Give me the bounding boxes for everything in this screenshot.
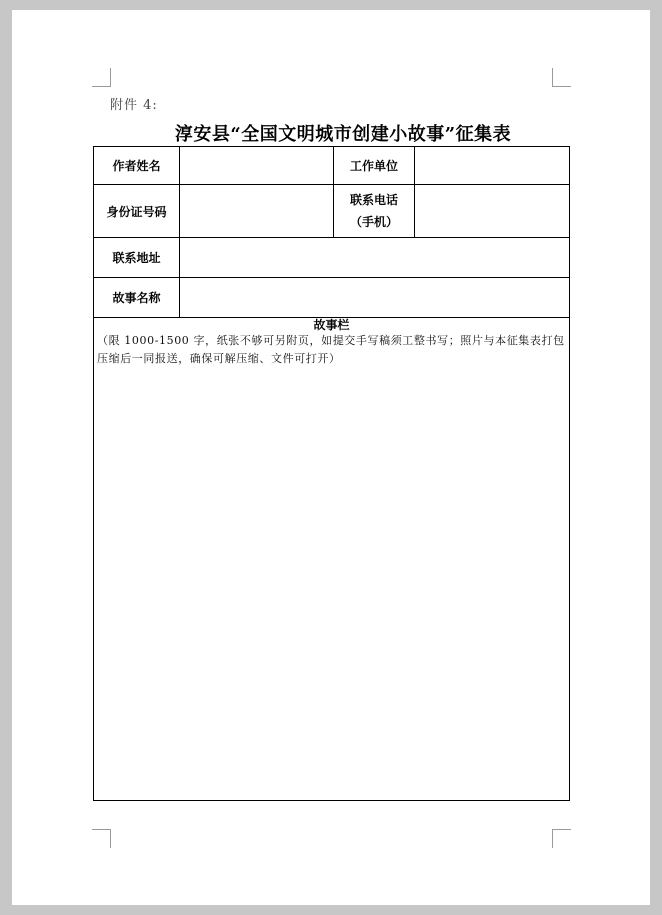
work-unit-field[interactable] [415, 147, 570, 185]
story-name-label: 故事名称 [94, 278, 180, 318]
crop-mark-top-left [92, 68, 111, 87]
table-row [94, 278, 570, 318]
crop-mark-top-right [552, 68, 571, 87]
page-title: 淳安县“全国文明城市创建小故事”征集表 [174, 124, 512, 145]
story-name-field[interactable] [180, 278, 570, 318]
id-number-field[interactable] [180, 185, 334, 238]
table-row [94, 185, 570, 238]
contact-phone-field[interactable] [415, 185, 570, 238]
contact-phone-sublabel: （手机） [349, 215, 398, 229]
table-row [94, 238, 570, 278]
crop-mark-bottom-right [552, 829, 571, 848]
attachment-label: 附件 4: [110, 98, 158, 113]
table-row [94, 147, 570, 185]
crop-mark-bottom-left [92, 829, 111, 848]
contact-phone-label: 联系电话 [349, 193, 398, 207]
contact-phone-label-cell [334, 185, 415, 238]
story-section[interactable] [94, 318, 570, 801]
story-section-label: 故事栏 [313, 318, 350, 332]
submission-form-table [93, 146, 570, 801]
story-instructions: （限 1000-1500 字，纸张不够可另附页，如提交手写稿须工整书写；照片与本征集表打包压缩后一同报送，确保可解压缩、文件可打开） [97, 334, 565, 365]
author-name-field[interactable] [180, 147, 334, 185]
document-page [12, 10, 650, 905]
work-unit-label: 工作单位 [334, 147, 415, 185]
id-number-label: 身份证号码 [94, 185, 180, 238]
author-name-label: 作者姓名 [94, 147, 180, 185]
address-label: 联系地址 [94, 238, 180, 278]
address-field[interactable] [180, 238, 570, 278]
table-row [94, 318, 570, 801]
